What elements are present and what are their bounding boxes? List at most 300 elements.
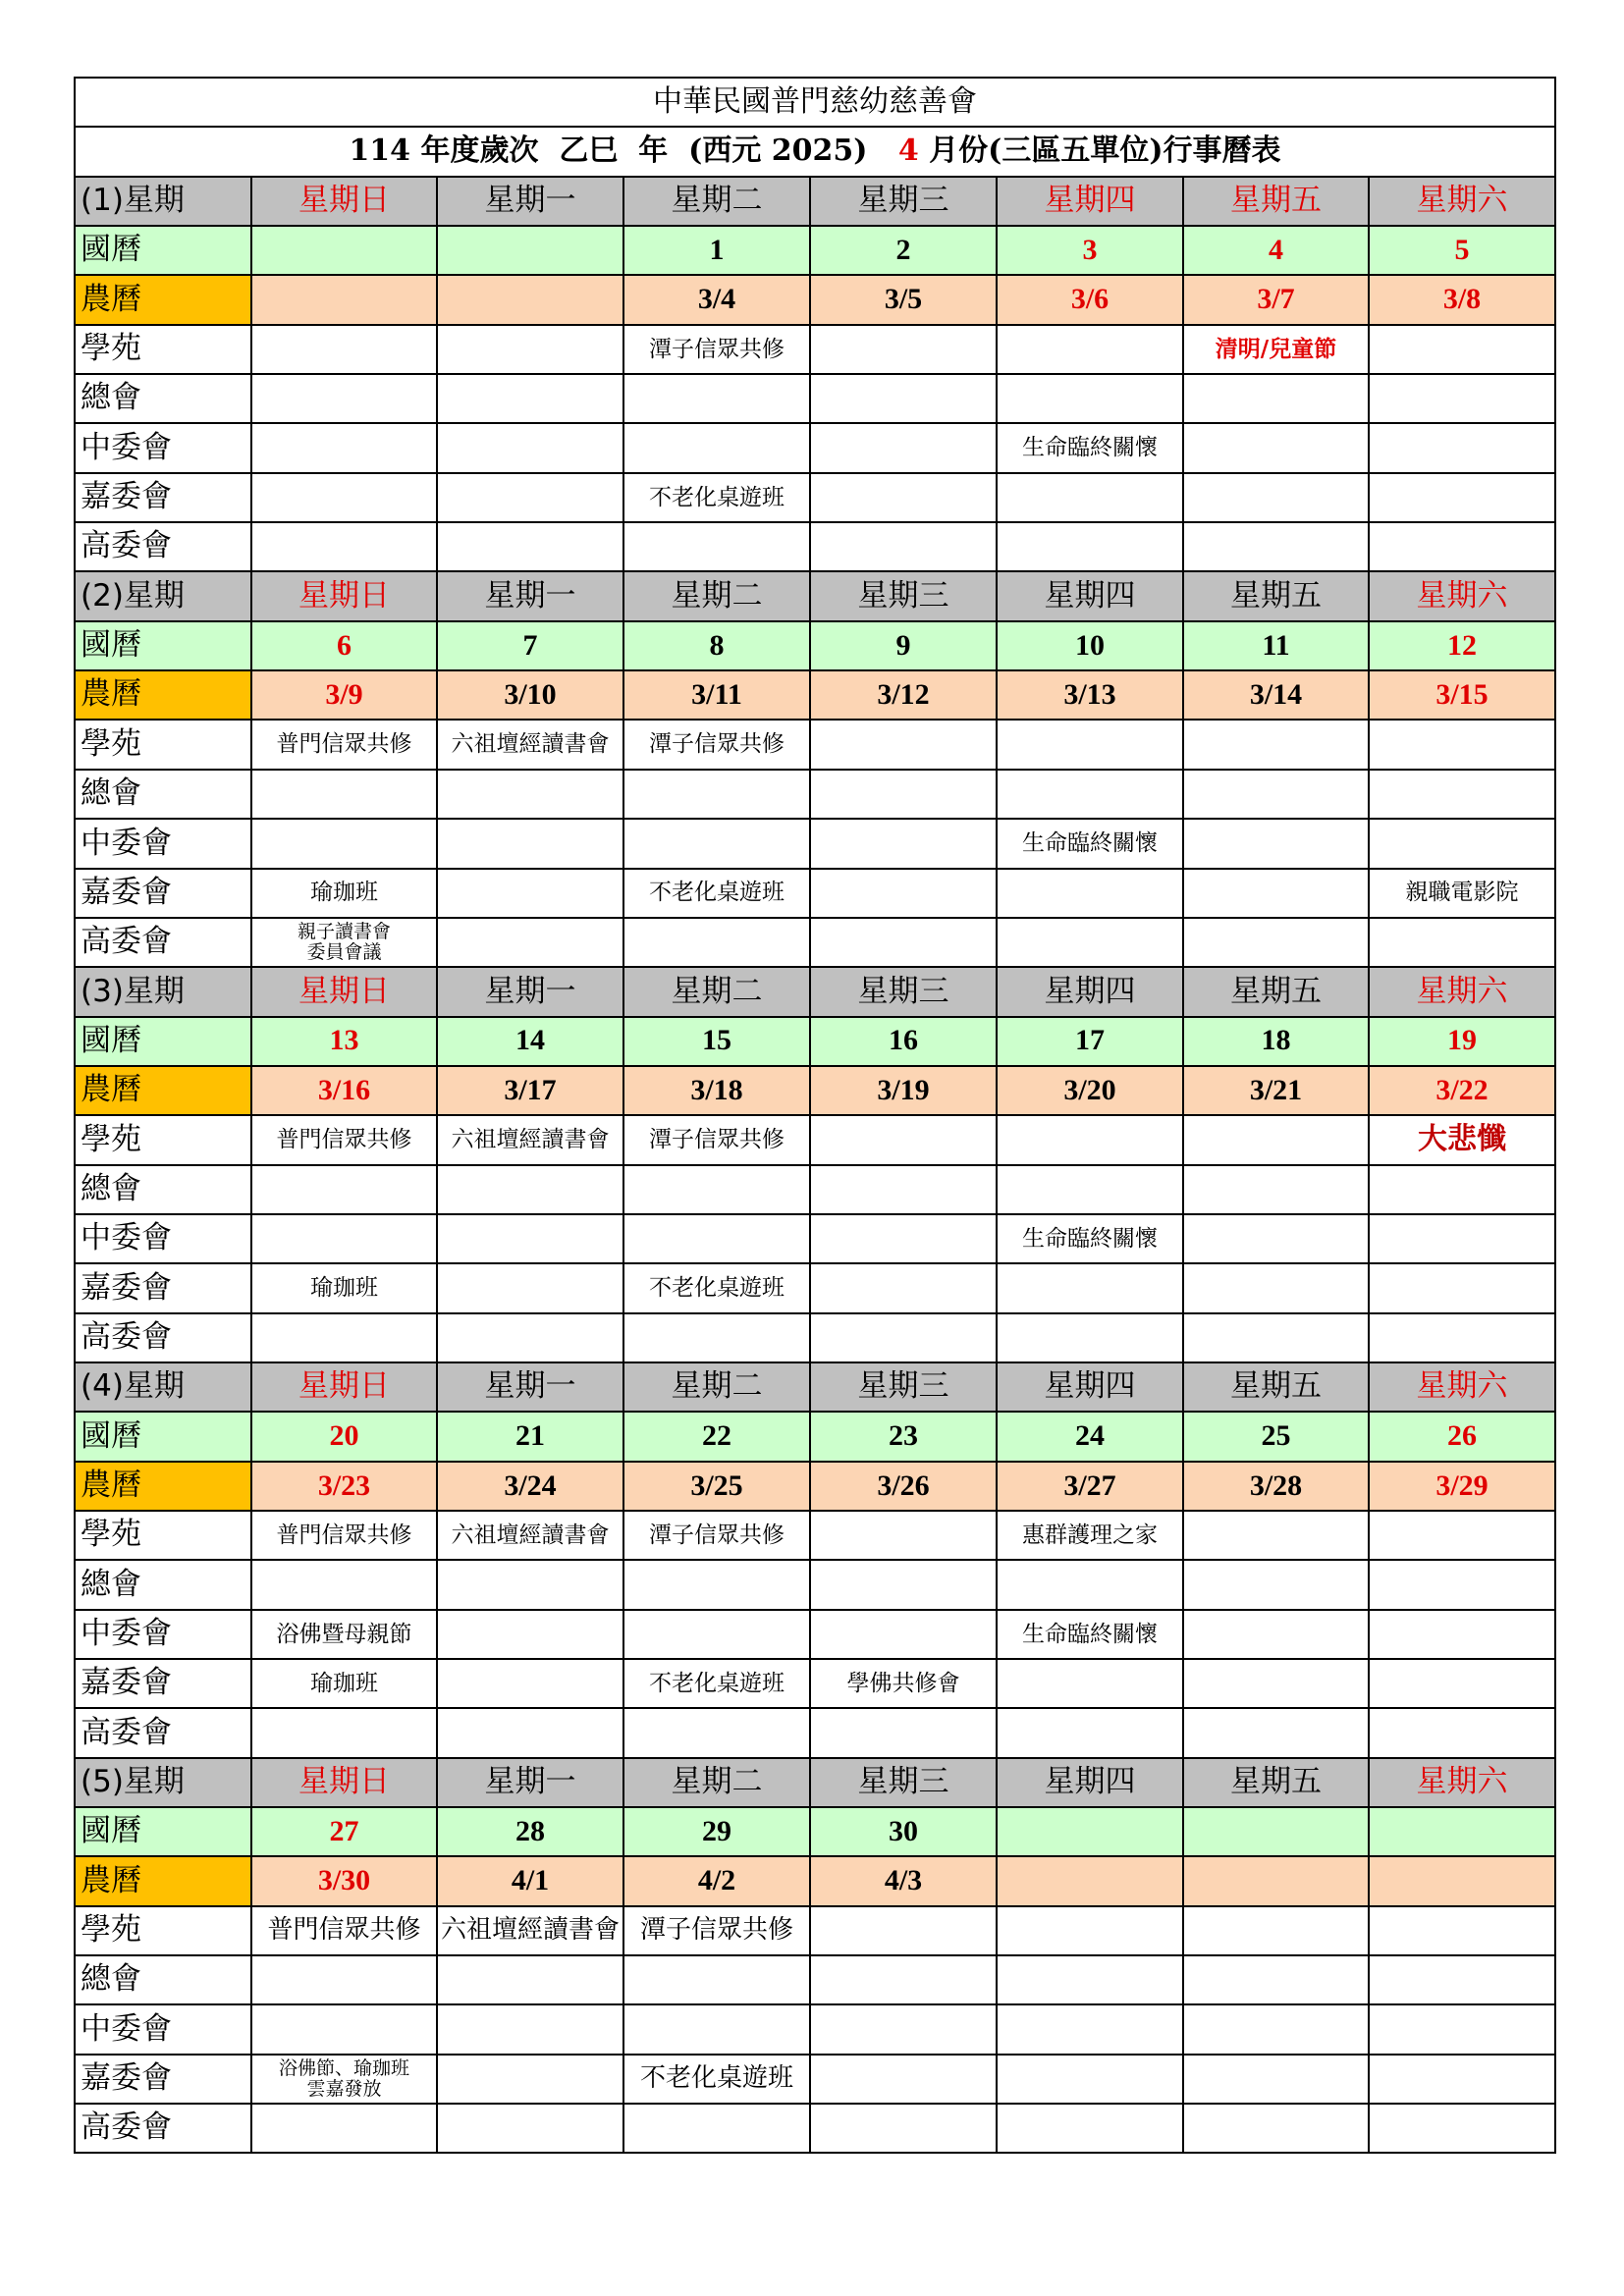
lunar-date: 3/11 (623, 670, 810, 720)
event-cell: 不老化桌遊班 (623, 473, 810, 522)
event-cell (437, 1313, 623, 1362)
week-3-lunar-row (75, 1066, 1555, 1115)
event-cell (1183, 1511, 1369, 1560)
event-cell (437, 473, 623, 522)
weekday-header: 星期二 (623, 1758, 810, 1807)
event-cell (997, 918, 1183, 967)
event-cell: 潭子信眾共修 (623, 325, 810, 374)
event-cell (1183, 522, 1369, 571)
event-cell (623, 1165, 810, 1214)
solar-date: 21 (437, 1412, 623, 1461)
event-cell (251, 325, 437, 374)
week-2-solar-row (75, 621, 1555, 670)
solar-date: 4 (1183, 226, 1369, 275)
event-cell (1369, 720, 1555, 769)
event-cell (251, 1708, 437, 1757)
solar-date (437, 226, 623, 275)
solar-date: 9 (810, 621, 997, 670)
event-cell (251, 1214, 437, 1263)
solar-date (1183, 1807, 1369, 1856)
event-cell (810, 1708, 997, 1757)
weekday-header: 星期五 (1183, 967, 1369, 1016)
subtitle-suffix: 月份(三區五單位)行事曆表 (918, 133, 1281, 169)
event-cell: 六祖壇經讀書會 (437, 1511, 623, 1560)
week-3-academy-row (75, 1115, 1555, 1164)
solar-date: 30 (810, 1807, 997, 1856)
weekday-header: 星期四 (997, 1758, 1183, 1807)
weekday-header: 星期一 (437, 1362, 623, 1412)
event-cell (1369, 918, 1555, 967)
event-cell: 不老化桌遊班 (623, 869, 810, 918)
subtitle-row (75, 127, 1555, 176)
event-cell (810, 1313, 997, 1362)
event-cell (1369, 325, 1555, 374)
solar-label: 國曆 (75, 1017, 251, 1066)
weekday-header: 星期六 (1369, 967, 1555, 1016)
title-row (75, 78, 1555, 127)
event-cell (1183, 1659, 1369, 1708)
week-1-academy-row (75, 325, 1555, 374)
event-cell: 普門信眾共修 (251, 1906, 437, 1955)
event-cell (251, 1313, 437, 1362)
weekday-header: 星期三 (810, 177, 997, 226)
org-name: 中華民國普門慈幼慈善會 (75, 78, 1555, 127)
event-cell (251, 2104, 437, 2153)
solar-date: 22 (623, 1412, 810, 1461)
weekday-header: 星期四 (997, 177, 1183, 226)
event-cell (623, 1610, 810, 1659)
solar-date: 26 (1369, 1412, 1555, 1461)
event-cell (810, 1955, 997, 2004)
weekday-header: 星期四 (997, 967, 1183, 1016)
unit-label-central-committee: 中委會 (75, 423, 251, 472)
lunar-date: 3/22 (1369, 1066, 1555, 1115)
calendar-subtitle (75, 127, 1555, 176)
event-cell (810, 1906, 997, 1955)
event-cell (437, 1263, 623, 1312)
weekday-header: 星期三 (810, 1758, 997, 1807)
event-cell (623, 1313, 810, 1362)
event-cell: 惠群護理之家 (997, 1511, 1183, 1560)
event-cell (1183, 374, 1369, 423)
event-cell (623, 1214, 810, 1263)
unit-label-central-committee: 中委會 (75, 2004, 251, 2054)
week-5-academy-row (75, 1906, 1555, 1955)
unit-label-chiayi-committee: 嘉委會 (75, 473, 251, 522)
weekday-header: 星期五 (1183, 1362, 1369, 1412)
event-cell (437, 1955, 623, 2004)
event-cell (251, 1560, 437, 1609)
weekday-header: 星期一 (437, 1758, 623, 1807)
lunar-label: 農曆 (75, 1066, 251, 1115)
week-2-central-committee-row (75, 819, 1555, 868)
event-cell (623, 770, 810, 819)
solar-date: 23 (810, 1412, 997, 1461)
event-cell (997, 522, 1183, 571)
solar-date (997, 1807, 1183, 1856)
week-2-academy-row (75, 720, 1555, 769)
event-cell (623, 1708, 810, 1757)
event-cell (1369, 770, 1555, 819)
weekday-header: 星期日 (251, 967, 437, 1016)
solar-date: 10 (997, 621, 1183, 670)
week-3-chiayi-committee-row (75, 1263, 1555, 1312)
solar-date: 8 (623, 621, 810, 670)
weekday-header: 星期三 (810, 571, 997, 620)
lunar-date (437, 275, 623, 324)
lunar-date: 3/7 (1183, 275, 1369, 324)
event-cell (1369, 1214, 1555, 1263)
solar-date (1369, 1807, 1555, 1856)
event-cell (1183, 869, 1369, 918)
lunar-date (1183, 1856, 1369, 1905)
unit-label-headquarters: 總會 (75, 1560, 251, 1609)
unit-label-headquarters: 總會 (75, 1165, 251, 1214)
week-4-central-committee-row (75, 1610, 1555, 1659)
event-cell (1183, 918, 1369, 967)
week-2-label: (2)星期 (75, 571, 251, 620)
solar-date: 12 (1369, 621, 1555, 670)
lunar-date: 3/28 (1183, 1462, 1369, 1511)
solar-date: 6 (251, 621, 437, 670)
week-2-weekday-row (75, 571, 1555, 620)
lunar-date: 3/17 (437, 1066, 623, 1115)
event-cell (1369, 473, 1555, 522)
week-3-central-committee-row (75, 1214, 1555, 1263)
event-cell (437, 423, 623, 472)
lunar-date: 3/23 (251, 1462, 437, 1511)
event-cell (1183, 819, 1369, 868)
lunar-date: 3/26 (810, 1462, 997, 1511)
event-cell (251, 2004, 437, 2054)
event-cell (1369, 1511, 1555, 1560)
event-cell: 學佛共修會 (810, 1659, 997, 1708)
weekday-header: 星期六 (1369, 177, 1555, 226)
solar-date: 14 (437, 1017, 623, 1066)
event-cell (437, 770, 623, 819)
lunar-date (251, 275, 437, 324)
event-cell (810, 2104, 997, 2153)
event-cell (1183, 720, 1369, 769)
calendar-body (75, 78, 1555, 2153)
week-4-headquarters-row (75, 1560, 1555, 1609)
week-5-label: (5)星期 (75, 1758, 251, 1807)
solar-date: 25 (1183, 1412, 1369, 1461)
event-cell (810, 869, 997, 918)
event-cell: 不老化桌遊班 (623, 1659, 810, 1708)
event-cell: 潭子信眾共修 (623, 1906, 810, 1955)
event-cell (437, 819, 623, 868)
subtitle-month: 4 (897, 133, 919, 169)
event-cell (1369, 1610, 1555, 1659)
event-cell (810, 1165, 997, 1214)
event-cell (810, 819, 997, 868)
lunar-date: 3/20 (997, 1066, 1183, 1115)
lunar-date: 3/27 (997, 1462, 1183, 1511)
solar-date: 5 (1369, 226, 1555, 275)
event-cell (1183, 2055, 1369, 2104)
lunar-date: 3/8 (1369, 275, 1555, 324)
solar-date: 18 (1183, 1017, 1369, 1066)
week-1-lunar-row (75, 275, 1555, 324)
event-cell (437, 918, 623, 967)
event-cell (437, 2004, 623, 2054)
event-cell (1183, 423, 1369, 472)
solar-date: 7 (437, 621, 623, 670)
week-4-solar-row (75, 1412, 1555, 1461)
solar-date: 24 (997, 1412, 1183, 1461)
lunar-date: 3/4 (623, 275, 810, 324)
week-1-kaohsiung-committee-row (75, 522, 1555, 571)
event-cell (437, 1610, 623, 1659)
event-cell (810, 1610, 997, 1659)
week-4-academy-row (75, 1511, 1555, 1560)
week-5-chiayi-committee-row (75, 2055, 1555, 2104)
event-cell (623, 374, 810, 423)
unit-label-academy: 學苑 (75, 720, 251, 769)
week-2-chiayi-committee-row (75, 869, 1555, 918)
event-cell: 六祖壇經讀書會 (437, 1906, 623, 1955)
solar-date: 2 (810, 226, 997, 275)
event-cell: 普門信眾共修 (251, 1115, 437, 1164)
event-cell (1369, 2104, 1555, 2153)
event-cell (1369, 423, 1555, 472)
event-cell (251, 770, 437, 819)
event-cell (251, 819, 437, 868)
event-cell (810, 325, 997, 374)
event-cell (437, 325, 623, 374)
event-cell: 浴佛暨母親節 (251, 1610, 437, 1659)
unit-label-academy: 學苑 (75, 1115, 251, 1164)
weekday-header: 星期五 (1183, 571, 1369, 620)
event-cell (437, 2104, 623, 2153)
weekday-header: 星期二 (623, 177, 810, 226)
unit-label-headquarters: 總會 (75, 770, 251, 819)
week-5-kaohsiung-committee-row (75, 2104, 1555, 2153)
lunar-date: 3/24 (437, 1462, 623, 1511)
event-cell: 生命臨終關懷 (997, 1610, 1183, 1659)
lunar-date: 4/2 (623, 1856, 810, 1905)
unit-label-kaohsiung-committee: 高委會 (75, 522, 251, 571)
week-1-weekday-row (75, 177, 1555, 226)
event-cell (1369, 1313, 1555, 1362)
lunar-date: 4/1 (437, 1856, 623, 1905)
event-cell (997, 720, 1183, 769)
event-cell: 生命臨終關懷 (997, 1214, 1183, 1263)
week-5-headquarters-row (75, 1955, 1555, 2004)
weekday-header: 星期四 (997, 1362, 1183, 1412)
unit-label-kaohsiung-committee: 高委會 (75, 1313, 251, 1362)
event-cell (997, 1708, 1183, 1757)
solar-date: 29 (623, 1807, 810, 1856)
unit-label-chiayi-committee: 嘉委會 (75, 869, 251, 918)
event-cell (251, 374, 437, 423)
weekday-header: 星期日 (251, 1362, 437, 1412)
weekday-header: 星期二 (623, 967, 810, 1016)
event-cell (623, 819, 810, 868)
event-cell (997, 1955, 1183, 2004)
week-2-headquarters-row (75, 770, 1555, 819)
event-cell (810, 1263, 997, 1312)
solar-label: 國曆 (75, 621, 251, 670)
week-1-headquarters-row (75, 374, 1555, 423)
lunar-date: 3/15 (1369, 670, 1555, 720)
event-cell: 瑜珈班 (251, 1263, 437, 1312)
event-cell (1369, 1955, 1555, 2004)
unit-label-headquarters: 總會 (75, 1955, 251, 2004)
lunar-label: 農曆 (75, 1462, 251, 1511)
event-cell (810, 720, 997, 769)
event-cell (437, 1214, 623, 1263)
solar-date: 27 (251, 1807, 437, 1856)
solar-date: 28 (437, 1807, 623, 1856)
week-5-solar-row (75, 1807, 1555, 1856)
event-cell: 大悲懺 (1369, 1115, 1555, 1164)
solar-date: 11 (1183, 621, 1369, 670)
event-cell (1183, 473, 1369, 522)
event-cell (997, 2004, 1183, 2054)
event-cell (1183, 1214, 1369, 1263)
week-4-label: (4)星期 (75, 1362, 251, 1412)
solar-date: 20 (251, 1412, 437, 1461)
lunar-label: 農曆 (75, 275, 251, 324)
event-cell (810, 1115, 997, 1164)
lunar-date: 3/16 (251, 1066, 437, 1115)
event-cell (810, 522, 997, 571)
weekday-header: 星期日 (251, 1758, 437, 1807)
event-cell: 浴佛節、瑜珈班 雲嘉發放 (251, 2055, 437, 2104)
solar-label: 國曆 (75, 1807, 251, 1856)
event-cell (810, 1214, 997, 1263)
event-cell (251, 473, 437, 522)
event-cell: 潭子信眾共修 (623, 720, 810, 769)
week-3-solar-row (75, 1017, 1555, 1066)
event-cell: 不老化桌遊班 (623, 2055, 810, 2104)
solar-date (251, 226, 437, 275)
event-cell (1369, 2004, 1555, 2054)
unit-label-kaohsiung-committee: 高委會 (75, 918, 251, 967)
event-cell (1369, 819, 1555, 868)
solar-date: 15 (623, 1017, 810, 1066)
week-3-kaohsiung-committee-row (75, 1313, 1555, 1362)
unit-label-chiayi-committee: 嘉委會 (75, 2055, 251, 2104)
week-3-label: (3)星期 (75, 967, 251, 1016)
weekday-header: 星期五 (1183, 1758, 1369, 1807)
week-5-central-committee-row (75, 2004, 1555, 2054)
event-cell: 親職電影院 (1369, 869, 1555, 918)
event-cell (997, 1560, 1183, 1609)
event-cell (997, 1659, 1183, 1708)
event-cell (997, 1313, 1183, 1362)
event-cell (1183, 2104, 1369, 2153)
solar-date: 16 (810, 1017, 997, 1066)
event-cell: 瑜珈班 (251, 869, 437, 918)
solar-date: 1 (623, 226, 810, 275)
event-cell (810, 423, 997, 472)
event-cell (623, 918, 810, 967)
event-cell (810, 1511, 997, 1560)
solar-date: 17 (997, 1017, 1183, 1066)
event-cell (997, 1115, 1183, 1164)
event-cell (1183, 1165, 1369, 1214)
event-cell (1369, 374, 1555, 423)
lunar-date: 3/25 (623, 1462, 810, 1511)
event-cell (1183, 1955, 1369, 2004)
event-cell (437, 522, 623, 571)
unit-label-academy: 學苑 (75, 325, 251, 374)
event-cell (997, 869, 1183, 918)
weekday-header: 星期二 (623, 571, 810, 620)
week-1-solar-row (75, 226, 1555, 275)
week-5-lunar-row (75, 1856, 1555, 1905)
unit-label-central-committee: 中委會 (75, 819, 251, 868)
lunar-date: 3/12 (810, 670, 997, 720)
event-cell (1183, 1263, 1369, 1312)
lunar-date (1369, 1856, 1555, 1905)
event-cell: 生命臨終關懷 (997, 423, 1183, 472)
event-cell (810, 2004, 997, 2054)
event-cell: 普門信眾共修 (251, 1511, 437, 1560)
calendar-table (74, 77, 1556, 2154)
event-cell (997, 374, 1183, 423)
event-cell (251, 423, 437, 472)
event-cell: 生命臨終關懷 (997, 819, 1183, 868)
lunar-date: 3/19 (810, 1066, 997, 1115)
event-cell: 潭子信眾共修 (623, 1115, 810, 1164)
week-4-chiayi-committee-row (75, 1659, 1555, 1708)
event-cell (997, 473, 1183, 522)
week-4-lunar-row (75, 1462, 1555, 1511)
weekday-header: 星期六 (1369, 1758, 1555, 1807)
lunar-date: 4/3 (810, 1856, 997, 1905)
event-cell (1183, 1313, 1369, 1362)
event-cell (997, 1165, 1183, 1214)
event-cell (437, 2055, 623, 2104)
event-cell (623, 1560, 810, 1609)
week-4-kaohsiung-committee-row (75, 1708, 1555, 1757)
event-cell: 潭子信眾共修 (623, 1511, 810, 1560)
week-3-headquarters-row (75, 1165, 1555, 1214)
week-5-weekday-row (75, 1758, 1555, 1807)
event-cell (251, 1165, 437, 1214)
event-cell (810, 770, 997, 819)
lunar-date: 3/29 (1369, 1462, 1555, 1511)
weekday-header: 星期二 (623, 1362, 810, 1412)
event-cell (1183, 1115, 1369, 1164)
event-cell (1369, 1906, 1555, 1955)
event-cell (1183, 1610, 1369, 1659)
unit-label-academy: 學苑 (75, 1511, 251, 1560)
lunar-date: 3/6 (997, 275, 1183, 324)
event-cell (997, 2055, 1183, 2104)
week-2-lunar-row (75, 670, 1555, 720)
solar-date: 3 (997, 226, 1183, 275)
event-cell (437, 1165, 623, 1214)
weekday-header: 星期一 (437, 967, 623, 1016)
lunar-label: 農曆 (75, 1856, 251, 1905)
event-cell (1369, 1263, 1555, 1312)
weekday-header: 星期日 (251, 571, 437, 620)
event-cell (997, 2104, 1183, 2153)
event-cell (810, 918, 997, 967)
solar-date: 19 (1369, 1017, 1555, 1066)
weekday-header: 星期四 (997, 571, 1183, 620)
event-cell (623, 1955, 810, 2004)
event-cell (1183, 770, 1369, 819)
event-cell: 清明/兒童節 (1183, 325, 1369, 374)
event-cell (1369, 522, 1555, 571)
event-cell (437, 869, 623, 918)
